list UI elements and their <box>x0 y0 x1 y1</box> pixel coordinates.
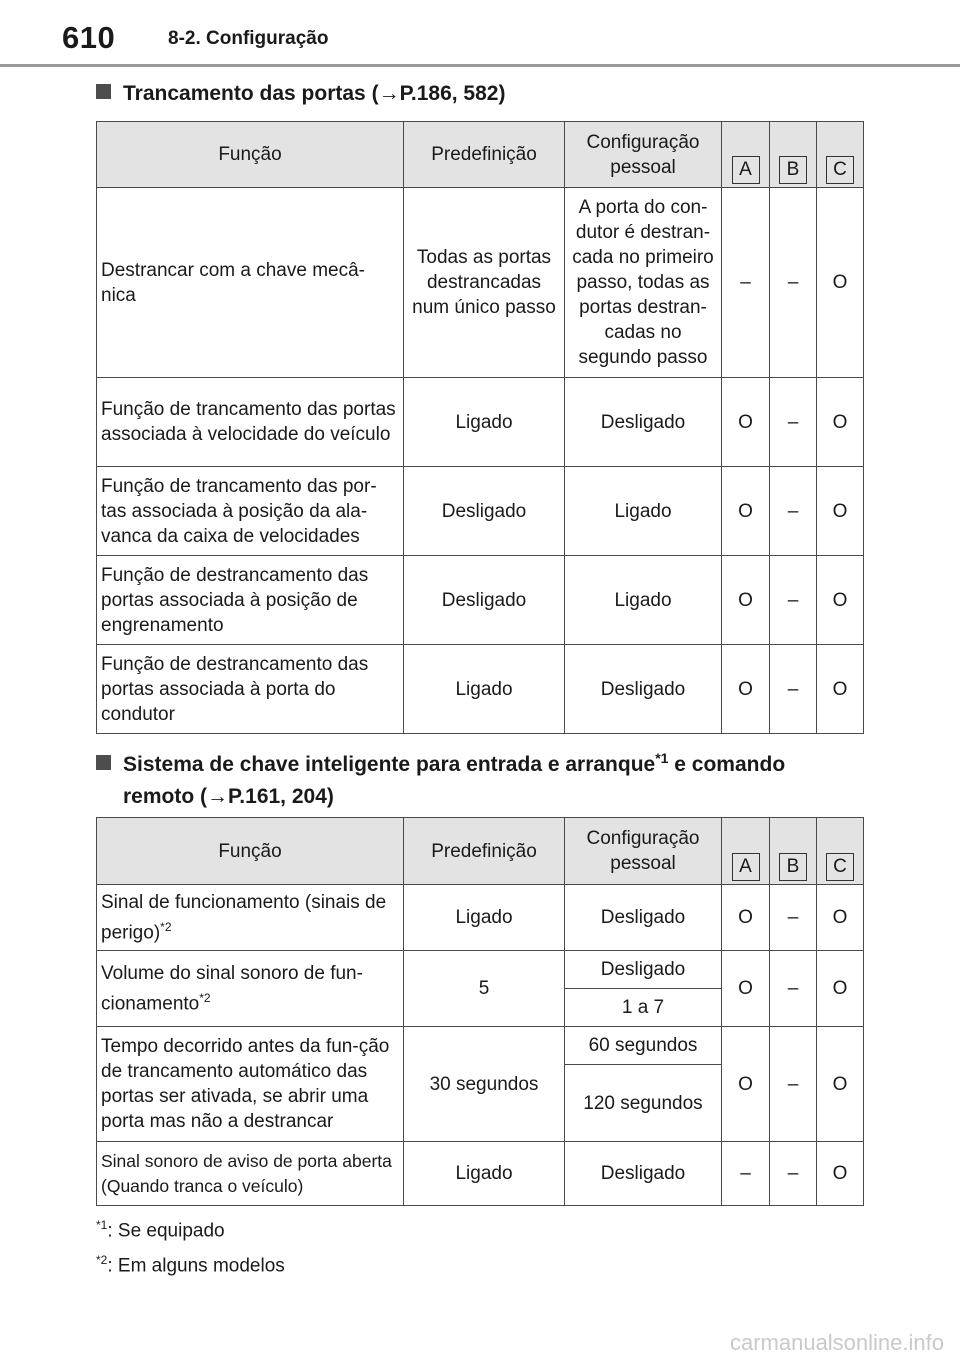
cell-b: – <box>770 885 817 951</box>
header-b: B <box>770 818 817 885</box>
table-row <box>97 1027 864 1065</box>
cell-custom: Ligado <box>565 556 722 645</box>
header-custom: Configuração pessoal <box>565 818 722 885</box>
table-row <box>97 885 864 951</box>
cell-c: O <box>817 951 864 1027</box>
cell-custom: Desligado <box>565 1142 722 1206</box>
table-header-row <box>97 122 864 188</box>
table-row <box>97 467 864 556</box>
header-c: C <box>817 818 864 885</box>
cell-custom: Desligado <box>565 885 722 951</box>
cell-b: – <box>770 1027 817 1142</box>
cell-function: Destrancar com a chave mecâ-nica <box>97 188 404 378</box>
cell-b: – <box>770 951 817 1027</box>
cell-custom: 120 segundos <box>565 1065 722 1142</box>
table-row <box>97 645 864 734</box>
section-title-door-locking: Trancamento das portas (→P.186, 582) <box>96 78 505 110</box>
cell-b: – <box>770 1142 817 1206</box>
cell-b: – <box>770 188 817 378</box>
cell-default: 30 segundos <box>404 1027 565 1142</box>
cell-a: – <box>722 188 770 378</box>
cell-b: – <box>770 645 817 734</box>
cell-function: Sinal sonoro de aviso de porta aberta (Quando tranca o veículo) <box>97 1142 404 1206</box>
cell-a: O <box>722 378 770 467</box>
page-header <box>0 0 960 64</box>
cell-c: O <box>817 188 864 378</box>
smart-key-table <box>96 817 864 1206</box>
cell-default: Ligado <box>404 645 565 734</box>
table-row <box>97 951 864 989</box>
cell-a: – <box>722 1142 770 1206</box>
cell-custom: Ligado <box>565 467 722 556</box>
cell-c: O <box>817 467 864 556</box>
table-row <box>97 556 864 645</box>
page-number: 610 <box>62 20 116 55</box>
header-b: B <box>770 122 817 188</box>
cell-a: O <box>722 556 770 645</box>
cell-custom: 60 segundos <box>565 1027 722 1065</box>
cell-a: O <box>722 467 770 556</box>
arrow-icon: → <box>378 82 400 105</box>
cell-function: Função de trancamento das por-tas associada à posição da ala-vanca da caixa de velocidades <box>97 467 404 556</box>
cell-function: Função de trancamento das portas associada à velocidade do veículo <box>97 378 404 467</box>
cell-custom: Desligado <box>565 378 722 467</box>
cell-b: – <box>770 467 817 556</box>
cell-a: O <box>722 951 770 1027</box>
cell-c: O <box>817 1142 864 1206</box>
arrow-icon: → <box>207 785 228 808</box>
cell-default: Todas as portas destrancadas num único passo <box>404 188 565 378</box>
cell-custom: Desligado <box>565 951 722 989</box>
watermark: carmanualsonline.info <box>729 1330 944 1355</box>
cell-a: O <box>722 645 770 734</box>
cell-b: – <box>770 556 817 645</box>
cell-c: O <box>817 556 864 645</box>
header-divider <box>0 64 960 67</box>
header-function: Função <box>97 818 404 885</box>
bullet-square-icon <box>96 84 111 99</box>
header-c: C <box>817 122 864 188</box>
cell-b: – <box>770 378 817 467</box>
cell-function: Volume do sinal sonoro de fun-cionamento$^{*2}$ <box>97 951 404 1027</box>
cell-function: Tempo decorrido antes da fun-ção de trancamento automático das portas ser ativada, se abrir uma porta mas não a destrancar <box>97 1027 404 1142</box>
header-function: Função <box>97 122 404 188</box>
header-a: A <box>722 818 770 885</box>
cell-function: Sinal de funcionamento (sinais de perigo)$^{*2}$ <box>97 885 404 951</box>
header-default: Predefinição <box>404 818 565 885</box>
cell-custom: 1 a 7 <box>565 989 722 1027</box>
table-row <box>97 378 864 467</box>
table-row <box>97 188 864 378</box>
cell-c: O <box>817 885 864 951</box>
table-row <box>97 1142 864 1206</box>
cell-c: O <box>817 1027 864 1142</box>
header-custom: Configuração pessoal <box>565 122 722 188</box>
cell-a: O <box>722 1027 770 1142</box>
chapter-title: 8-2. Configuração <box>168 28 329 49</box>
cell-default: Ligado <box>404 378 565 467</box>
header-a: A <box>722 122 770 188</box>
header-default: Predefinição <box>404 122 565 188</box>
bullet-square-icon <box>96 755 111 770</box>
door-locking-table <box>96 121 864 734</box>
footnote-2: $^{*2}$: Em alguns modelos <box>96 1253 285 1277</box>
cell-default: Desligado <box>404 467 565 556</box>
cell-custom: Desligado <box>565 645 722 734</box>
cell-function: Função de destrancamento das portas associada à porta do condutor <box>97 645 404 734</box>
cell-default: Ligado <box>404 1142 565 1206</box>
cell-a: O <box>722 885 770 951</box>
cell-default: Desligado <box>404 556 565 645</box>
cell-default: Ligado <box>404 885 565 951</box>
section-title-smart-key: Sistema de chave inteligente para entrada e arranque$^{*1}$ e comando remoto (→P.161, 204) <box>96 742 785 813</box>
cell-c: O <box>817 378 864 467</box>
cell-function: Função de destrancamento das portas associada à posição de engrenamento <box>97 556 404 645</box>
cell-custom: A porta do con-dutor é destran-cada no primeiro passo, todas as portas destran-cadas no segundo passo <box>565 188 722 378</box>
footnote-1: $^{*1}$: Se equipado <box>96 1218 225 1242</box>
table-header-row <box>97 818 864 885</box>
cell-default: 5 <box>404 951 565 1027</box>
cell-c: O <box>817 645 864 734</box>
